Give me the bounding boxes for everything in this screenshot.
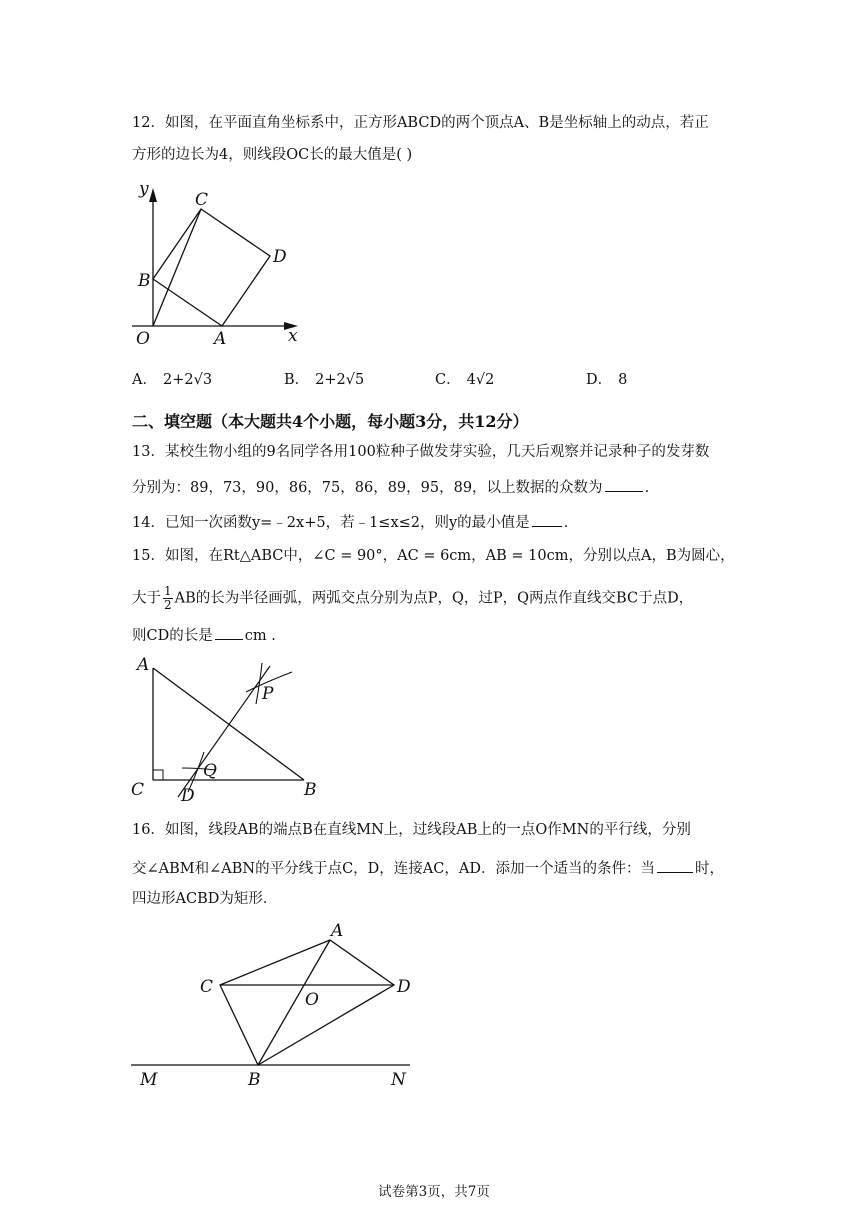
q15-line3 bbox=[132, 624, 276, 646]
fig15-label-b: B bbox=[304, 780, 317, 800]
fig16-label-m: M bbox=[140, 1070, 158, 1090]
fig15-label-c: C bbox=[131, 780, 145, 800]
fig12-label-b: B bbox=[138, 271, 151, 291]
fig12-label-d: D bbox=[273, 247, 287, 267]
fig16-label-b: B bbox=[248, 1070, 261, 1090]
q12-option-c[interactable] bbox=[435, 368, 500, 389]
q12-option-a[interactable] bbox=[132, 368, 218, 389]
q15-figure bbox=[131, 655, 317, 806]
fig12-label-c: C bbox=[195, 190, 209, 210]
q14-line bbox=[132, 511, 568, 533]
q16-line3: 四边形ACBD为矩形． bbox=[132, 891, 278, 907]
option-expr: 4√2 bbox=[466, 372, 495, 388]
q14-text: 14．已知一次函数y=﹣2x+5，若﹣1≤x≤2，则y的最小值是 bbox=[132, 515, 530, 531]
option-label: B． bbox=[284, 372, 310, 388]
q13-end: . bbox=[644, 480, 650, 496]
q12-option-d[interactable] bbox=[586, 368, 633, 389]
q14-answer-blank[interactable] bbox=[532, 511, 562, 527]
fraction-numerator: 1 bbox=[164, 584, 172, 598]
q13-text: 分别为：89，73，90，86，75，86，89，95，89，以上数据的众数为 bbox=[132, 480, 603, 496]
q12-line1: 12．如图，在平面直角坐标系中，正方形ABCD的两个顶点A、B是坐标轴上的动点，若正 bbox=[132, 115, 709, 131]
q15-line2-pre: 大于 bbox=[132, 590, 161, 607]
fig16-label-c: C bbox=[200, 977, 214, 997]
fig12-label-o: O bbox=[136, 329, 150, 349]
q15-fraction bbox=[163, 585, 173, 612]
q16-figure bbox=[131, 921, 411, 1090]
q16-line2-pre: 交∠ABM和∠ABN的平分线于点C，D，连接AC，AD．添加一个适当的条件：当 bbox=[132, 861, 655, 877]
option-label: C． bbox=[435, 372, 461, 388]
fig16-label-o: O bbox=[305, 990, 319, 1010]
section-title: 二、填空题（本大题共4个小题，每小题3分，共12分） bbox=[132, 412, 529, 431]
fraction-denominator: 2 bbox=[164, 598, 172, 612]
option-expr: 2+2√3 bbox=[162, 372, 213, 388]
fig12-label-y: y bbox=[139, 179, 149, 199]
fig16-label-n: N bbox=[391, 1070, 406, 1090]
q16-line2 bbox=[132, 857, 724, 879]
q15-line1: 15．如图，在Rt△ABC中，∠C = 90°，AC = 6cm，AB = 10cm，分别以点A，B为圆心， bbox=[132, 548, 735, 564]
q16-line2-post: 时， bbox=[694, 861, 724, 877]
option-expr: 2+2√5 bbox=[315, 372, 365, 388]
fig16-label-a: A bbox=[331, 921, 344, 941]
option-label: A． bbox=[132, 372, 157, 388]
fig15-label-q: Q bbox=[203, 761, 217, 781]
q15-answer-blank[interactable] bbox=[215, 624, 243, 640]
q13-line1: 13．某校生物小组的9名同学各用100粒种子做发芽实验，几天后观察并记录种子的发芽数 bbox=[132, 444, 710, 460]
q15-line3-post: cm . bbox=[244, 628, 276, 644]
q16-answer-blank[interactable] bbox=[657, 857, 693, 873]
q16-line1: 16．如图，线段AB的端点B在直线MN上，过线段AB上的一点O作MN的平行线，分别 bbox=[132, 822, 691, 838]
q13-answer-blank[interactable] bbox=[605, 476, 643, 492]
fig12-label-a: A bbox=[214, 329, 227, 349]
option-expr: 8 bbox=[618, 372, 628, 388]
fig15-label-a: A bbox=[137, 655, 150, 675]
page-footer: 试卷第3页，共7页 bbox=[378, 1184, 490, 1200]
fig16-label-d: D bbox=[397, 977, 411, 997]
q13-line2 bbox=[132, 476, 649, 498]
q15-line3-pre: 则CD的长是 bbox=[132, 628, 213, 644]
q12-option-b[interactable] bbox=[284, 368, 370, 389]
q15-line2-post: AB的长为半径画弧，两弧交点分别为点P，Q，过P，Q两点作直线交BC于点D， bbox=[174, 590, 694, 607]
option-label: D． bbox=[586, 372, 613, 388]
fig15-label-p: P bbox=[262, 684, 274, 704]
q12-line2: 方形的边长为4，则线段OC长的最大值是( ) bbox=[132, 147, 413, 163]
q14-end: . bbox=[563, 515, 569, 531]
q15-line2 bbox=[132, 585, 693, 612]
fig15-label-d: D bbox=[181, 786, 195, 806]
fig12-label-x: x bbox=[288, 326, 298, 346]
